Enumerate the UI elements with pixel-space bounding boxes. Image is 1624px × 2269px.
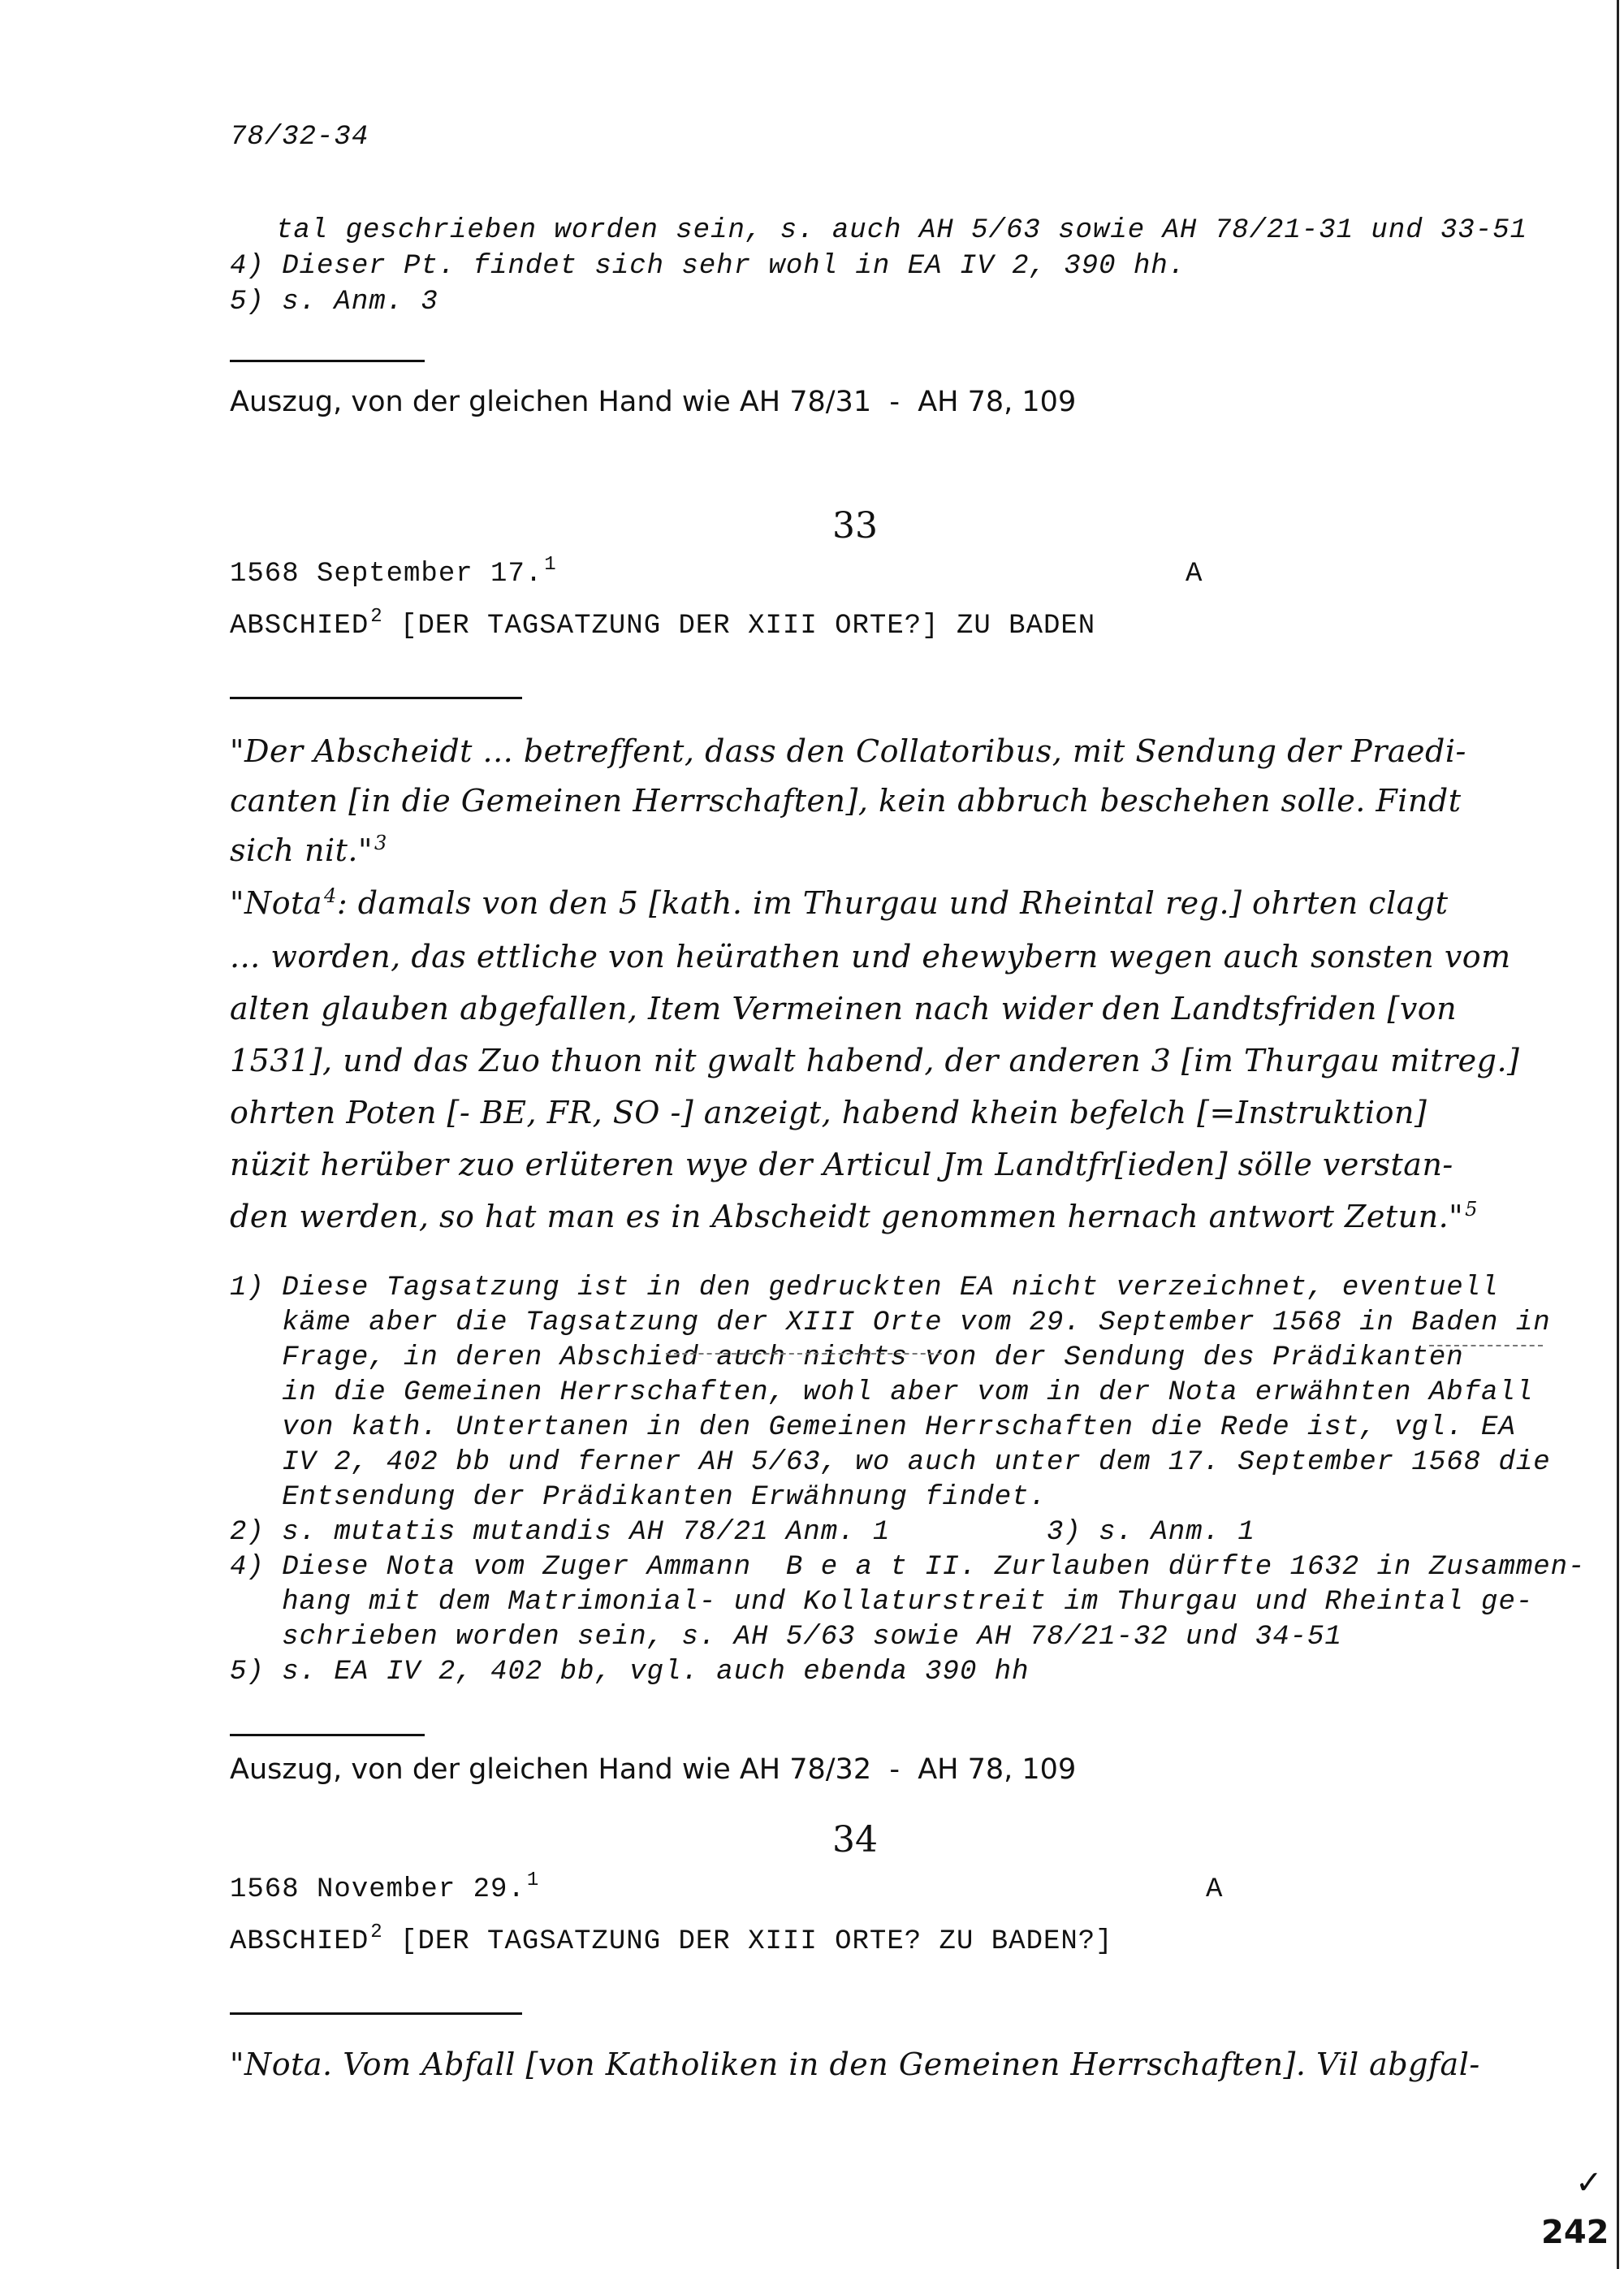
doc33-source-line: Auszug, von der gleichen Hand wie AH 78/31 - AH 78, 109 [230,386,1077,418]
check-mark-icon: ✓ [1575,2164,1603,2202]
doc33-footnote-line: schrieben worden sein, s. AH 5/63 sowie AH 78/21-32 und 34-51 [230,1622,1342,1653]
doc33-nota-line3: alten glauben abgefallen, Item Vermeinen nach wider den Landtsfriden [von [230,991,1458,1026]
doc33-nota-line1: "Nota$^4$: damals von den 5 [kath. im Thurgau und Rheintal reg.] ohrten clagt [230,884,1449,921]
doc33-footnote-line: hang mit dem Matrimonial- und Kollaturstreit im Thurgau und Rheintal ge- [230,1587,1534,1618]
doc33-footnote-line: Frage, in deren Abschied auch nichts von der Sendung des Prädikanten [230,1342,1464,1373]
handwritten-page-number: 242 [1541,2214,1609,2251]
doc33-type-letter: A [1186,559,1203,590]
doc33-title: ABSCHIED$^2$ [DER TAGSATZUNG DER XIII ORTE?] ZU BADEN [230,606,1096,642]
doc34-source-line: Auszug, von der gleichen Hand wie AH 78/32 - AH 78, 109 [230,1753,1077,1786]
separator-rule [230,1734,425,1736]
doc33-nota-line2: ... worden, das ettliche von heürathen und ehewybern wegen auch sonsten vom [230,939,1511,975]
doc33-nota-line5: ohrten Poten [- BE, FR, SO -] anzeigt, habend khein befelch [=Instruktion] [230,1095,1427,1130]
doc33-nota-line6: nüzit herüber zuo erlüteren wye der Articul Jm Landtfr[ieden] sölle verstan- [230,1147,1453,1182]
doc33-date: 1568 September 17.$^1$ [230,554,557,590]
doc33-title-rule [230,697,522,699]
doc33-footnote-line: 2) s. mutatis mutandis AH 78/21 Anm. 1 3) s. Anm. 1 [230,1517,1255,1548]
doc33-footnote-line: IV 2, 402 bb und ferner AH 5/63, wo auch unter dem 17. September 1568 die [230,1447,1551,1478]
doc33-footnote-line: käme aber die Tagsatzung der XIII Orte vom 29. September 1568 in Baden in [230,1307,1551,1338]
page-reference: 78/32-34 [230,122,369,153]
doc34-date: 1568 November 29.$^1$ [230,1869,540,1905]
doc34-title: ABSCHIED$^2$ [DER TAGSATZUNG DER XIII ORTE? ZU BADEN?] [230,1921,1113,1957]
doc33-quote1-line1: "Der Abscheidt ... betreffent, dass den Collatoribus, mit Sendung der Praedi- [230,733,1466,769]
doc33-footnote-line: 4) Diese Nota vom Zuger Ammann B e a t II. Zurlauben dürfte 1632 in Zusammen- [230,1552,1586,1583]
doc33-footnote-line: in die Gemeinen Herrschaften, wohl aber vom in der Nota erwähnten Abfall [230,1377,1534,1408]
strikethrough-marks [666,1353,942,1355]
doc33-quote1-line2: canten [in die Gemeinen Herrschaften], kein abbruch beschehen solle. Findt [230,783,1462,819]
doc33-number: 33 [832,505,878,547]
doc33-footnote-line: 5) s. EA IV 2, 402 bb, vgl. auch ebenda 390 hh [230,1657,1030,1688]
doc33-nota-line4: 1531], und das Zuo thuon nit gwalt habend, der anderen 3 [im Thurgau mitreg.] [230,1043,1520,1078]
doc34-nota-line: "Nota. Vom Abfall [von Katholiken in den Gemeinen Herrschaften]. Vil abgfal- [230,2046,1480,2082]
doc33-quote1-line3: sich nit."$^3$ [230,832,387,868]
doc33-nota-line7: den werden, so hat man es in Abscheidt genommen hernach antwort Zetun."$^5$ [230,1198,1478,1234]
doc34-number: 34 [832,1819,878,1861]
doc34-title-rule [230,2012,522,2015]
note-5: 5) s. Anm. 3 [230,287,438,318]
scan-edge-line [1617,0,1619,2269]
doc33-footnote-line: Entsendung der Prädikanten Erwähnung findet. [230,1482,1047,1513]
note-4: 4) Dieser Pt. findet sich sehr wohl in EA IV 2, 390 hh. [230,251,1186,282]
doc34-type-letter: A [1206,1874,1224,1905]
margin-dash-marks [1429,1345,1543,1346]
doc33-footnote-line: 1) Diese Tagsatzung ist in den gedruckten EA nicht verzeichnet, eventuell [230,1273,1499,1303]
doc33-footnote-line: von kath. Untertanen in den Gemeinen Herrschaften die Rede ist, vgl. EA [230,1412,1516,1443]
separator-rule [230,360,425,362]
note-continuation: tal geschrieben worden sein, s. auch AH 5/63 sowie AH 78/21-31 und 33-51 [276,215,1528,246]
